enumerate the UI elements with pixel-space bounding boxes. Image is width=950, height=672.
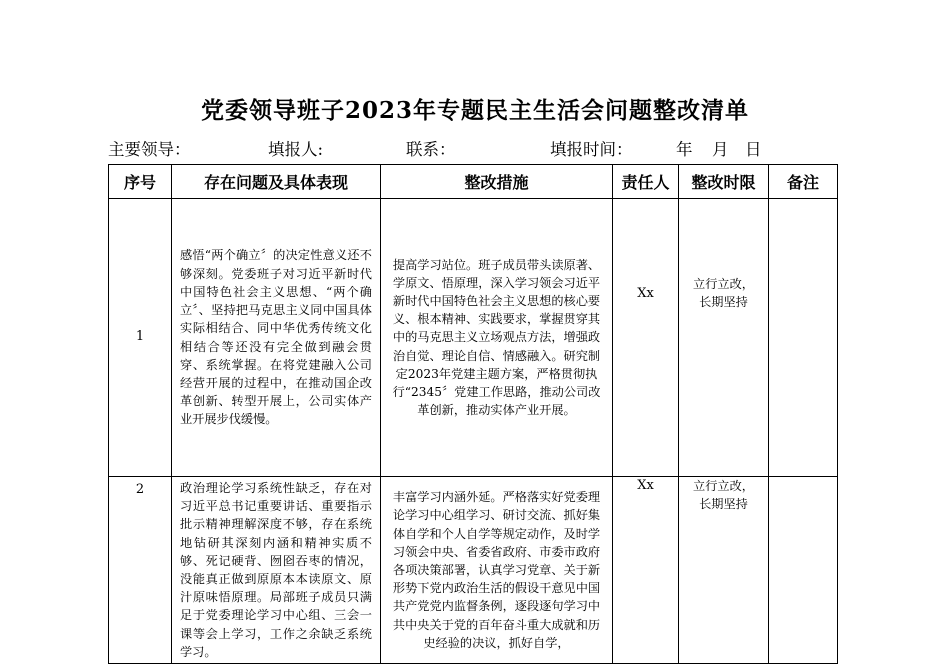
row-note (769, 477, 838, 664)
row-person: Xx (613, 199, 679, 477)
row-measure: 提高学习站位。班子成员带头读原著、学原文、悟原理，深入学习领会习近平新时代中国特色社会主义思想的核心要义、根本精神、实践要求，掌握贯穿其中的马克思主义立场观点方法，增强政治自觉、理论自信、情感融入。研究制定2023年党建主题方案，严格贯彻执行“2345〞党建工作思路，推动公司改革创新，推动实体产业开展。 (381, 199, 613, 477)
date-day: 日 (745, 140, 762, 159)
table-row (109, 477, 838, 664)
row-deadline (679, 477, 769, 664)
contact-label: 联系： (406, 140, 456, 159)
date-month: 月 (712, 140, 729, 159)
row-note (769, 199, 838, 477)
row-deadline (679, 199, 769, 477)
filler-label: 填报人: (268, 140, 324, 159)
header-number: 序号 (109, 165, 172, 199)
header-person: 责任人 (613, 165, 679, 199)
date-year: 年 (676, 140, 693, 159)
header-measure: 整改措施 (381, 165, 613, 199)
date-label: 填报时间： (550, 140, 633, 159)
deadline-line-2: 长期坚持 (699, 497, 748, 512)
header-info (108, 136, 868, 158)
header-deadline: 整改时限 (679, 165, 769, 199)
row-issue: 感悟“两个确立〞的决定性意义还不够深刻。党委班子对习近平新时代中国特色社会主义思想、“两个确立〞、坚持把马克思主义同中国具体实际相结合、同中华优秀传统文化相结合等还没有完全做到融会贯穿、系统掌握。在将党建融入公司经营开展的过程中，在推动国企改革创新、转型开展上，公司实体产业开展步伐缓慢。 (172, 199, 381, 477)
table-header-row (109, 165, 838, 199)
deadline-line-1: 立行立改， (693, 277, 754, 291)
deadline-line-1: 立行立改， (693, 479, 754, 493)
row-number: 2 (109, 477, 172, 664)
leader-label: 主要领导： (108, 140, 191, 159)
row-number: 1 (109, 199, 172, 477)
page-title: 党委领导班子2023年专题民主生活会问题整改清单 (200, 97, 749, 124)
row-measure: 丰富学习内涵外延。严格落实好党委理论学习中心组学习、研讨交流、抓好集体自学和个人自学等规定动作，及时学习领会中央、省委省政府、市委市政府各项决策部署，认真学习党章、关于新形势下党内政治生活的假设干意见中国共产党党内监督条例，逐段逐句学习中共中央关于党的百年奋斗重大成就和历史经验的决议，抓好自学， (381, 477, 613, 664)
table-row (109, 199, 838, 477)
rectification-table (108, 164, 838, 664)
header-note: 备注 (769, 165, 838, 199)
row-issue: 政治理论学习系统性缺乏，存在对习近平总书记重要讲话、重要指示批示精神理解深度不够，存在系统地钻研其深刻内涵和精神实质不够、死记硬背、囫囵吞枣的情况，没能真正做到原原本本读原文、原汁原味悟原理。局部班子成员只满足于党委理论学习中心组、三会一课等会上学习，工作之余缺乏系统学习。 (172, 477, 381, 664)
row-person: Xx (613, 477, 679, 664)
deadline-line-2: 长期坚持 (699, 295, 748, 310)
header-issue: 存在问题及具体表现 (172, 165, 381, 199)
